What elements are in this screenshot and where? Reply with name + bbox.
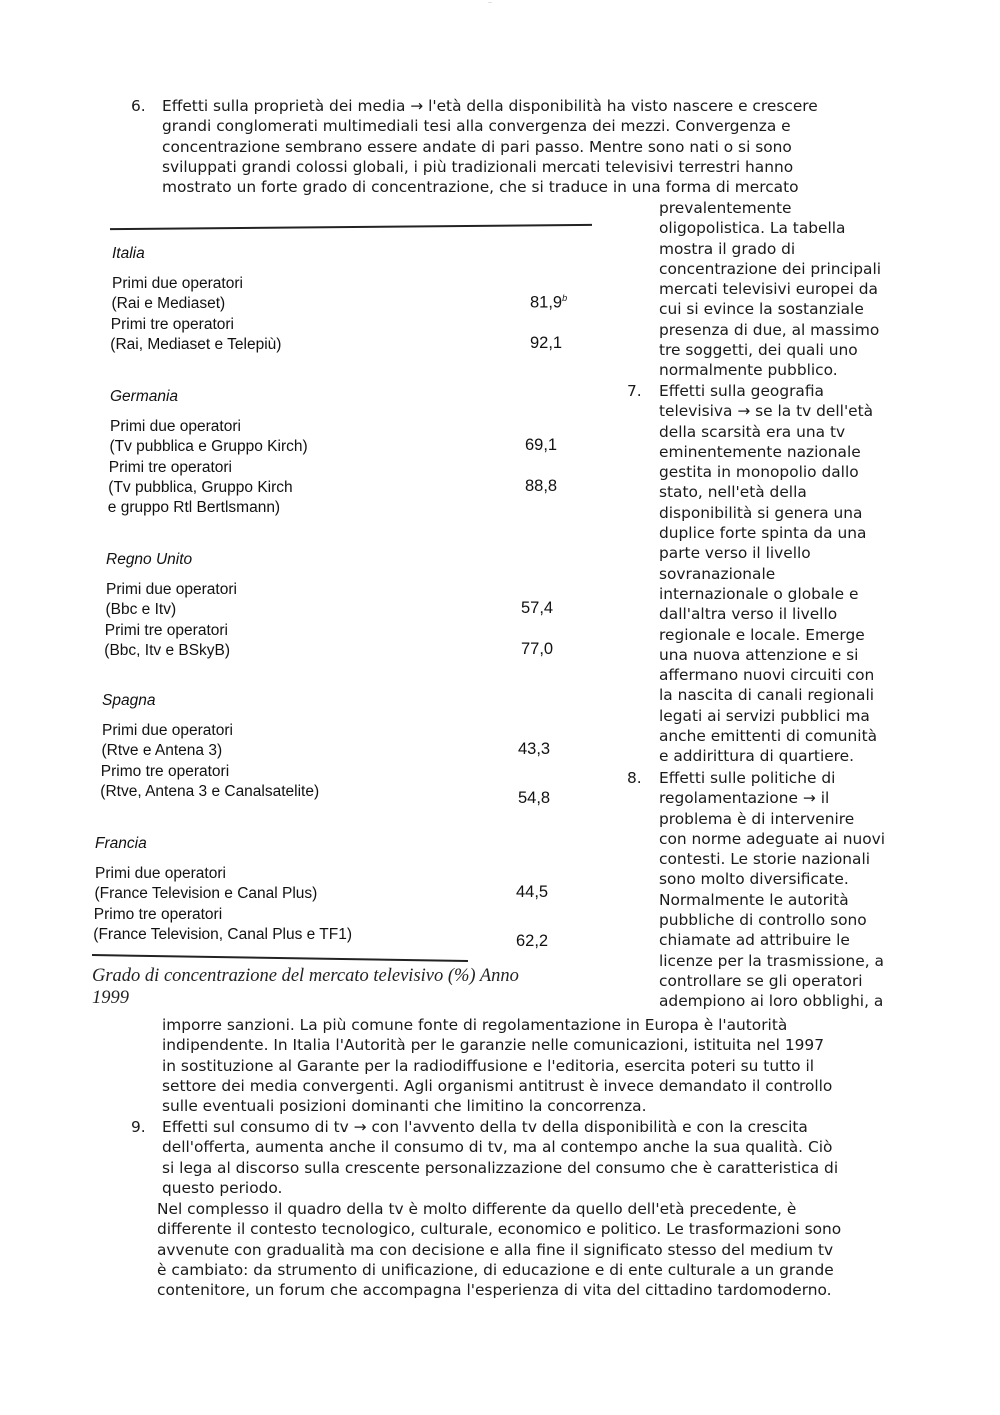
item-8-text (659, 768, 885, 1012)
text-line: sono molto diversificate. (659, 870, 849, 889)
text-line: eminentemente nazionale (659, 442, 861, 461)
text-line: grandi conglomerati multimediali tesi alla convergenza dei mezzi. Convergenza e (162, 117, 791, 136)
table-row-label: Primi due operatori (112, 275, 243, 292)
text-line: contesti. Le storie nazionali (659, 850, 871, 869)
text-line: dall'altra verso il livello (659, 605, 838, 624)
text-line: indipendente. In Italia l'Autorità per le garanzie nelle comunicazioni, istituita nel 1997 (162, 1036, 825, 1055)
text-line: contenitore, un forum che accompagna l'esperienza di vita del cittadino tardomoderno. (157, 1281, 832, 1300)
text-line: anche emittenti di comunità (659, 727, 878, 746)
table-row-label: Primi due operatori (102, 722, 233, 739)
item-9-text (162, 1117, 838, 1198)
text-line: mercati televisivi europei da (659, 280, 878, 299)
item-8-continued (162, 1015, 832, 1116)
text-line: mostrato un forte grado di concentrazione, che si traduce in una forma di mercato (162, 178, 799, 197)
text-line: Effetti sul consumo di tv → con l'avvento della tv della disponibilità e con la crescita (162, 1118, 808, 1136)
table-row-label: (Bbc, Itv e BSkyB) (104, 641, 231, 659)
table-value-text: 57,4 (521, 599, 554, 618)
text-line: normalmente pubblico. (659, 361, 838, 380)
text-line: televisiva → se la tv dell'età (659, 402, 874, 421)
table-value (530, 293, 567, 313)
table-country: Germania (110, 388, 179, 405)
table-row-label: Primi due operatori (110, 418, 241, 435)
text-line: duplice forte spinta da una (659, 524, 867, 543)
table-value (516, 883, 548, 902)
text-line: gestita in monopolio dallo (659, 463, 859, 482)
text-line: prevalentemente (659, 199, 792, 217)
text-line: problema è di intervenire (659, 809, 855, 828)
caption-line: Grado di concentrazione del mercato televisivo (%) Anno (92, 966, 519, 986)
table-row-label: (Rtve, Antena 3 e Canalsatelite) (100, 782, 320, 800)
item-6-text (162, 96, 818, 197)
header-mark: — (488, 0, 492, 5)
table-row-label: Primi tre operatori (108, 458, 232, 476)
text-line: legati ai servizi pubblici ma (659, 706, 870, 725)
table-country: Regno Unito (106, 551, 193, 568)
table-row-label: (Bbc e Itv) (105, 601, 177, 619)
table-value-text: 43,3 (518, 740, 551, 759)
conclusion-paragraph (157, 1199, 841, 1300)
table-row-label: Primi due operatori (95, 865, 226, 882)
table-row-label: Primo tre operatori (100, 762, 230, 780)
text-line: della scarsità era una tv (659, 422, 846, 441)
text-line: Nel complesso il quadro della tv è molto differente da quello dell'età precedente, è (157, 1200, 797, 1218)
table-country: Spagna (102, 692, 156, 709)
text-line: differente il contesto tecnologico, culturale, economico e politico. Le trasformazioni sono (157, 1220, 842, 1239)
text-line: affermano nuovi circuiti con (659, 666, 875, 685)
text-line: mostra il grado di (659, 239, 796, 258)
text-line: internazionale o globale e (659, 584, 859, 603)
table-row-label: Primi tre operatori (104, 621, 228, 639)
table-value (525, 477, 557, 496)
table-value-text: 81,9 (530, 293, 563, 312)
text-line: regionale e locale. Emerge (659, 625, 865, 644)
text-line: concentrazione dei principali (659, 259, 882, 278)
text-line: è cambiato: da strumento di unificazione, di educazione e di ente culturale a un grande (157, 1260, 834, 1279)
text-line: Normalmente le autorità (659, 890, 849, 909)
table-caption (92, 965, 519, 1009)
table-country: Francia (95, 835, 147, 852)
text-line: Effetti sulla geografia (659, 382, 824, 400)
text-line: disponibilità si genera una (659, 503, 863, 522)
table-value (521, 599, 553, 618)
text-line: tre soggetti, dei quali uno (659, 341, 858, 360)
text-line: chiamate ad attribuire le (659, 931, 850, 950)
text-line: sovranazionale (659, 564, 776, 583)
text-line: questo periodo. (162, 1178, 283, 1197)
table-value (518, 789, 550, 808)
text-line: sviluppati grandi colossi globali, i più tradizionali mercati televisivi terrestri hanno (162, 157, 794, 176)
item-9-number: 9. (131, 1118, 146, 1136)
table-value-text: 92,1 (530, 333, 563, 352)
table-row-label: (Tv pubblica, Gruppo Kirch (108, 478, 293, 496)
text-line: adempiono ai loro obblighi, a (659, 992, 884, 1011)
table-value-text: 77,0 (521, 639, 554, 658)
text-line: imporre sanzioni. La più comune fonte di regolamentazione in Europa è l'autorità (162, 1016, 788, 1034)
text-line: parte verso il livello (659, 544, 811, 563)
table-value-text: 88,8 (525, 476, 558, 495)
text-line: concentrazione sembrano essere andate di pari passo. Mentre sono nati o si sono (162, 137, 792, 156)
item-6-number: 6. (131, 97, 146, 115)
table-row-label: (Rtve e Antena 3) (101, 742, 223, 760)
text-line: presenza di due, al massimo (659, 320, 880, 339)
text-line: dell'offerta, aumenta anche il consumo di tv, ma al contempo anche la sua qualità. Ciò (162, 1138, 833, 1157)
item-6-continued (659, 198, 881, 381)
table-row-label: (Rai e Mediaset) (111, 295, 226, 313)
text-line: avvenute con gradualità ma con decisione e alla fine il significato stesso del medium tv (157, 1240, 834, 1259)
table-row-label: e gruppo Rtl Bertlsmann) (107, 499, 281, 517)
table-row-label: (Rai, Mediaset e Telepiù) (110, 335, 282, 353)
text-line: con norme adeguate ai nuovi (659, 829, 886, 848)
table-country: Italia (112, 245, 145, 262)
text-line: licenze per la trasmissione, a (659, 951, 884, 970)
text-line: regolamentazione → il (659, 789, 830, 808)
table-value (525, 436, 557, 455)
text-line: Effetti sulla proprietà dei media → l'età della disponibilità ha visto nascere e crescere (162, 97, 818, 115)
text-line: la nascita di canali regionali (659, 686, 875, 705)
text-line: cui si evince la sostanziale (659, 300, 864, 319)
text-line: si lega al discorso sulla crescente personalizzazione del consumo che è caratteristica di (162, 1158, 839, 1177)
table-value-text: 62,2 (516, 931, 549, 950)
table-value (530, 334, 562, 353)
table-value (521, 640, 553, 659)
table-value-text: 44,5 (516, 883, 549, 902)
item-7-text (659, 381, 877, 767)
text-line: oligopolistica. La tabella (659, 219, 846, 238)
table-value (518, 740, 550, 759)
text-line: controllare se gli operatori (659, 971, 863, 990)
text-line: una nuova attenzione e si (659, 645, 859, 664)
table-top-rule (110, 224, 592, 230)
text-line: sulle eventuali posizioni dominanti che limitino la concorrenza. (162, 1097, 647, 1116)
table-value (516, 932, 548, 951)
text-line: in sostituzione al Garante per la radiodiffusione e l'editoria, esercita poteri su tutto il (162, 1056, 814, 1075)
table-bottom-rule (92, 954, 468, 962)
text-line: Effetti sulle politiche di (659, 769, 836, 787)
table-row-label: (Tv pubblica e Gruppo Kirch) (109, 438, 308, 456)
table-value-text: 54,8 (518, 788, 551, 807)
table-row-label: (France Television e Canal Plus) (94, 885, 318, 903)
text-line: pubbliche di controllo sono (659, 911, 867, 930)
table-row-label: (France Television, Canal Plus e TF1) (93, 925, 353, 943)
text-line: stato, nell'età della (659, 483, 807, 502)
item-7-number: 7. (627, 382, 642, 400)
text-line: e addirittura di quartiere. (659, 747, 855, 766)
item-8-number: 8. (627, 769, 642, 787)
caption-line: 1999 (92, 988, 129, 1008)
table-value-text: 69,1 (525, 436, 558, 455)
table-footnote-mark: b (562, 293, 568, 304)
table-row-label: Primi due operatori (106, 581, 237, 598)
table-row-label: Primi tre operatori (110, 315, 234, 333)
table-row-label: Primo tre operatori (93, 905, 223, 923)
text-line: settore dei media convergenti. Agli organismi antitrust è invece demandato il controllo (162, 1076, 833, 1095)
